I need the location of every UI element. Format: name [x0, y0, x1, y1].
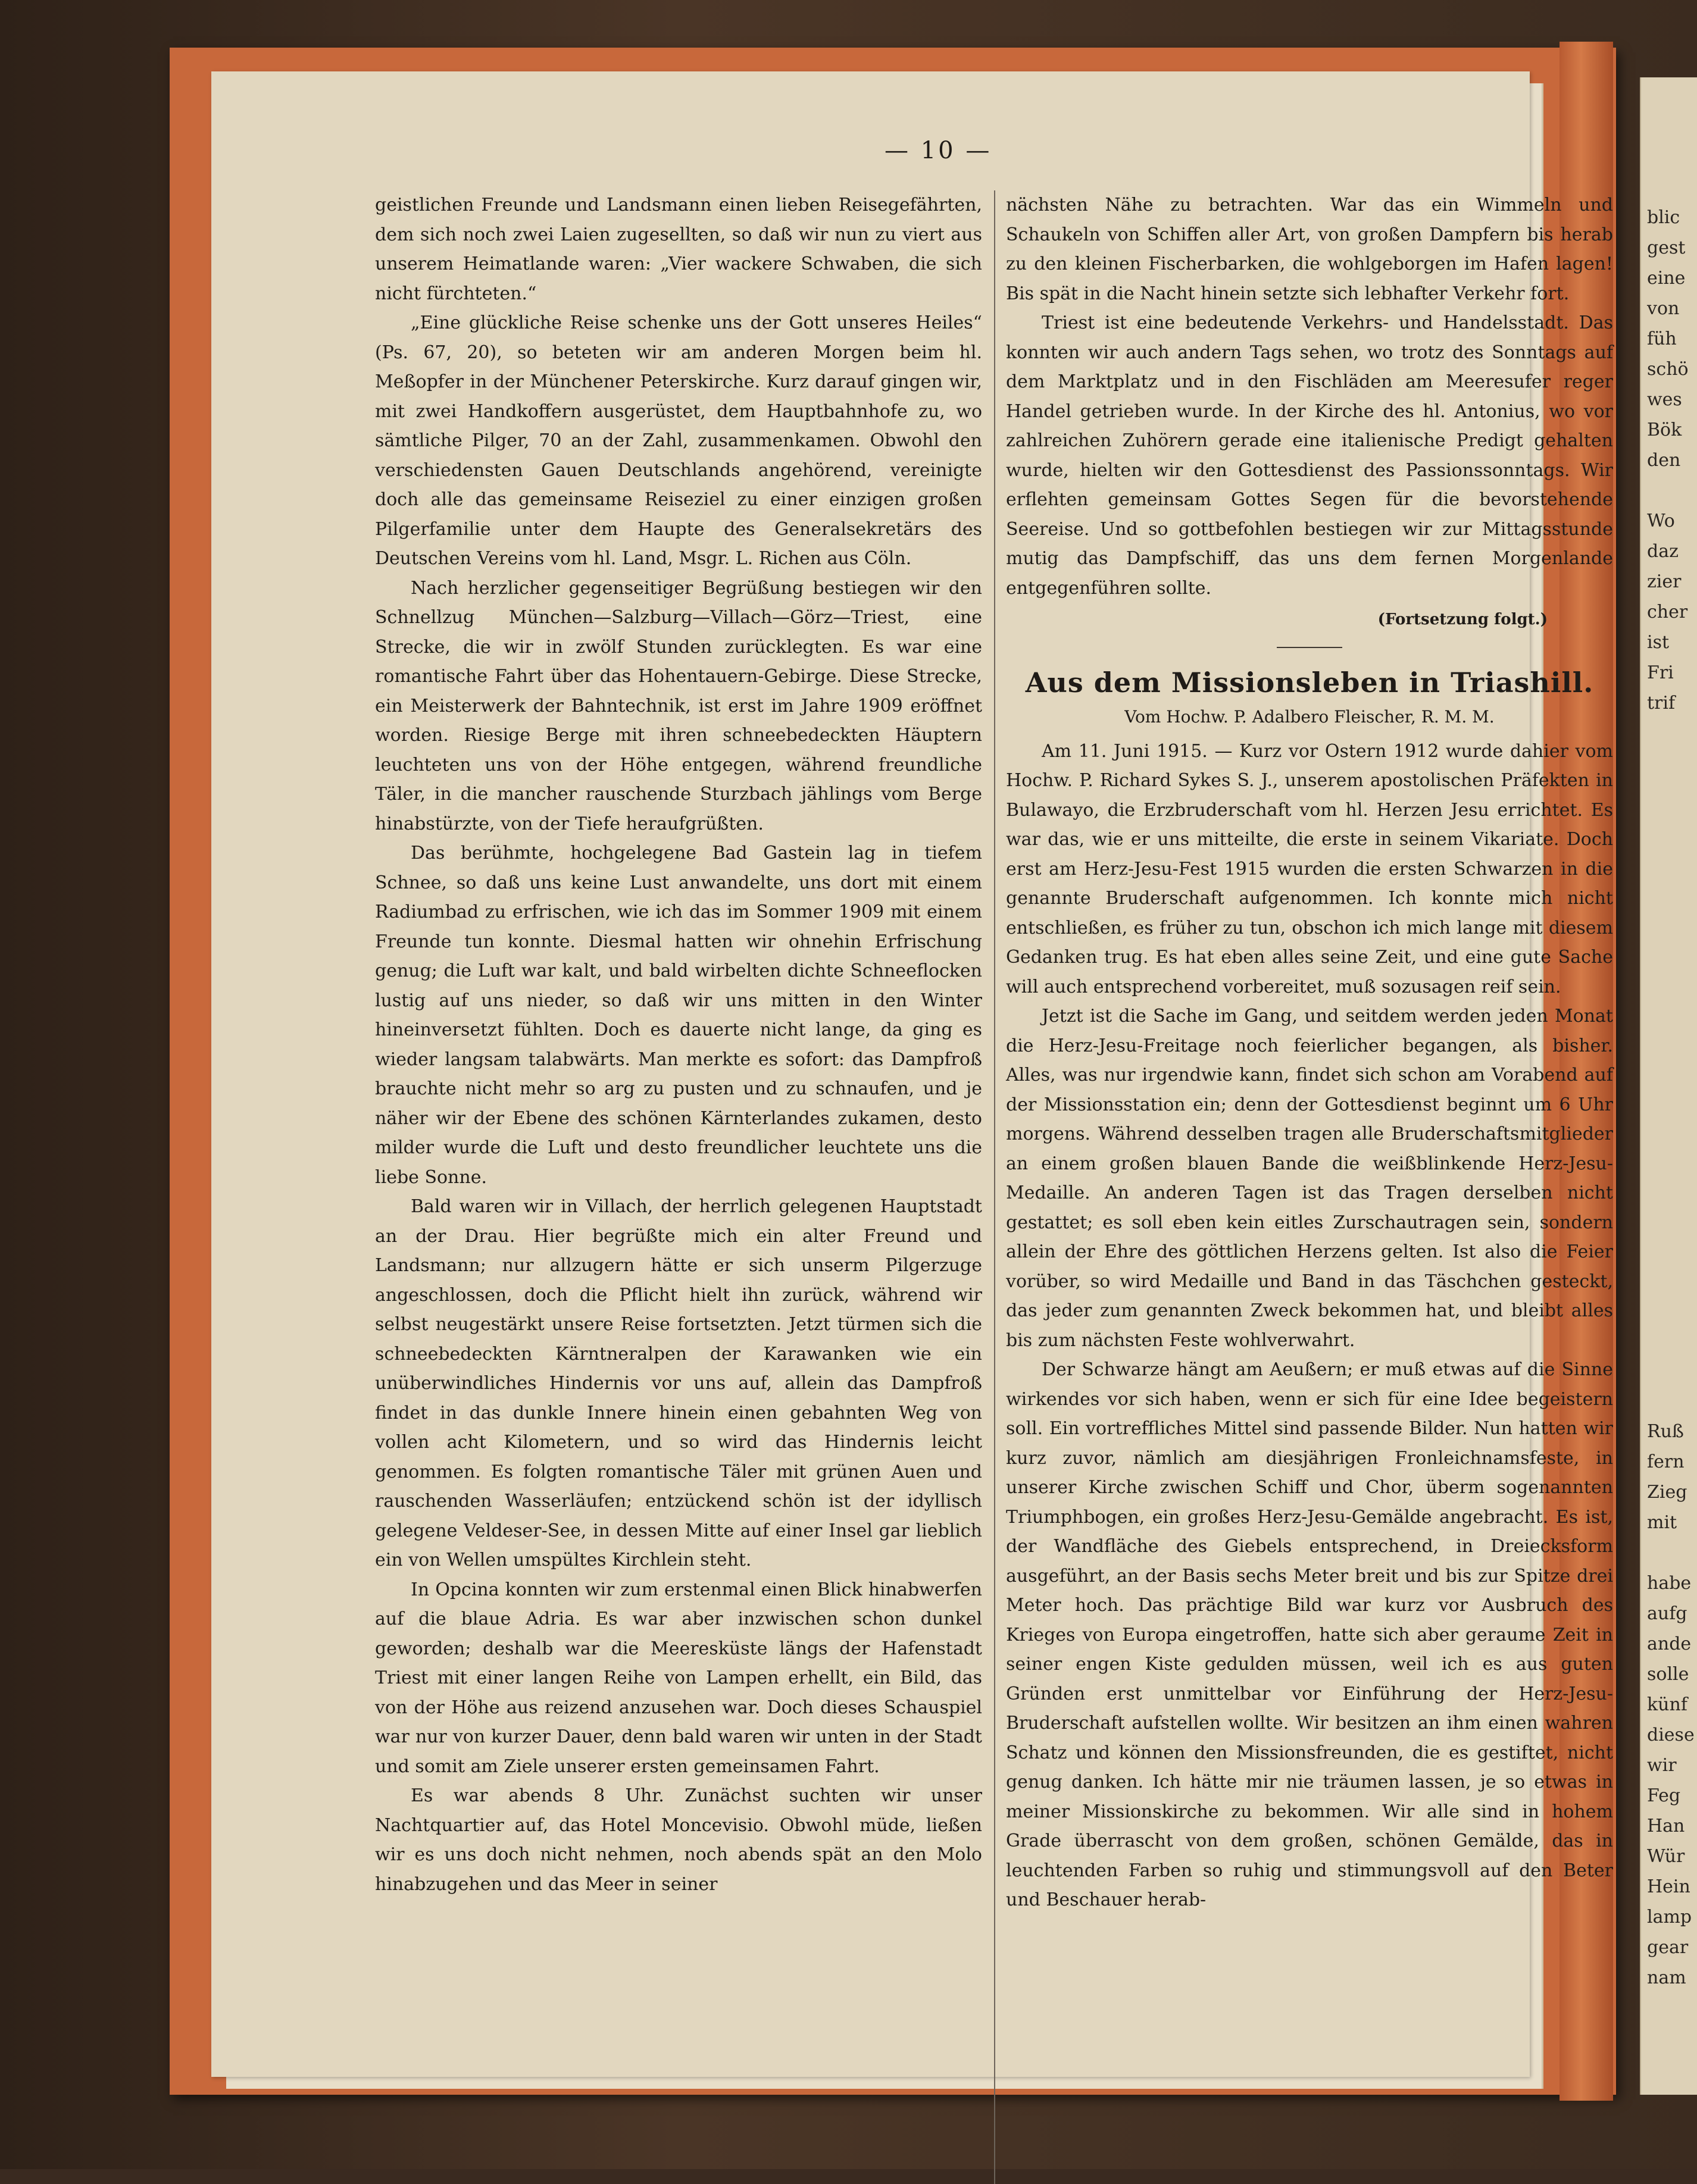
- facing-page-line: ist: [1647, 632, 1670, 653]
- facing-page-line: cher: [1647, 602, 1688, 622]
- paragraph: nächsten Nähe zu betrachten. War das ein Wimmeln und Schaukeln von Schiffen aller Art, von großen Dampfern bis herab zu den kleinen Fischerbarken, die wohlgeborgen im Hafen lagen! Bis spät in die Nacht hinein setzte sich lebhafter Verkehr fort.: [1006, 195, 1613, 304]
- facing-page-line: gest: [1647, 237, 1686, 258]
- facing-page-line: solle: [1647, 1664, 1689, 1685]
- paragraph: geistlichen Freunde und Landsmann einen lieben Reisegefährten, dem sich noch zwei Laien zugesellten, so daß wir nun zu viert aus unserem Heimatlande waren: „Vier wackere Schwaben, die sich nicht fürchteten.“: [375, 195, 982, 304]
- facing-page-line: schö: [1647, 359, 1689, 380]
- paragraph: Nach herzlicher gegenseitiger Begrüßung bestiegen wir den Schnellzug München—Salzburg—Villach—Görz—Triest, eine Strecke, die wir in zwölf Stunden zurücklegten. Es war eine romantische Fahrt über das Hohentauern-Gebirge. Diese Strecke, ein Meisterwerk der Bahntechnik, ist erst im Jahre 1909 eröffnet worden. Riesige Berge mit ihren schneebedeckten Häuptern leuchteten uns von der Höhe entgegen, während freundliche Täler, in die mancher rauschende Sturzbach jählings vom Berge hinabstürzte, von der Tiefe heraufgrüßten.: [375, 577, 982, 834]
- facing-page-line: Fri: [1647, 662, 1674, 683]
- paragraph: Der Schwarze hängt am Aeußern; er muß etwas auf die Sinne wirkendes vor sich haben, wenn er sich für eine Idee begeistern soll. Ein vortreffliches Mittel sind passende Bilder. Nun hatten wir kurz zuvor, nämlich am diesjährigen Fronleichnamsfeste, in unserer Kirche zwischen Schiff und Chor, überm sogenannten Triumphbogen, ein großes Herz-Jesu-Gemälde angebracht. Es ist, der Wandfläche des Giebels entsprechend, in Dreiecksform ausgeführt, an der Basis sechs Meter breit und bis zur Spitze drei Meter hoch. Das prächtige Bild war kurz vor Ausbruch des Krieges von Europa eingetroffen, hatte sich aber geraume Zeit in seiner engen Kiste gedulden müssen, weil ich es aus guten Gründen erst unmittelbar vor Einführung der Herz-Jesu-Bruderschaft aufstellen wollte. Wir besitzen an ihm einen wahren Schatz und können den Missionsfreunden, die es gestiftet, nicht genug danken. Ich hätte mir nie träumen lassen, je so etwas in meiner Missionskirche zu bekommen. Wir alle sind in hohem Grade überrascht von dem großen, schönen Gemälde, das in leuchtenden Farben so ruhig und stimmungsvoll auf den Beter und Beschauer herab-: [1006, 1359, 1613, 1910]
- facing-page-line: ande: [1647, 1634, 1692, 1654]
- facing-page-line: nam: [1647, 1967, 1686, 1988]
- facing-page-line: daz: [1647, 541, 1679, 562]
- facing-page-line: Wo: [1647, 511, 1675, 531]
- facing-page-line: wes: [1647, 389, 1682, 410]
- paragraph: Das berühmte, hochgelegene Bad Gastein lag in tiefem Schnee, so daß uns keine Lust anwandelte, uns dort mit einem Radiumbad zu erfrischen, wie ich das im Sommer 1909 mit einem Freunde tun konnte. Diesmal hatten wir ohnehin Erfrischung genug; die Luft war kalt, und bald wirbelten dichte Schneeflocken lustig auf uns nieder, so daß wir uns mitten in den Winter hineinversetzt fühlten. Doch es dauerte nicht lange, da ging es wieder langsam talabwärts. Man merkte es sofort: das Dampfroß brauchte nicht mehr so arg zu pusten und zu schnaufen, und je näher wir der Ebene des schönen Kärnterlandes zukamen, desto milder wurde die Luft und desto freundlicher leuchtete uns die liebe Sonne.: [375, 843, 982, 1188]
- paragraph: „Eine glückliche Reise schenke uns der Gott unseres Heiles“ (Ps. 67, 20), so beteten wir am anderen Morgen beim hl. Meßopfer in der Münchener Peterskirche. Kurz darauf gingen wir, mit zwei Handkoffern ausgerüstet, dem Hauptbahnhofe zu, wo sämtliche Pilger, 70 an der Zahl, zusammenkamen. Obwohl den verschiedensten Gauen Deutschlands angehörend, vereinigte doch alle das gemeinsame Reiseziel zu einer einzigen großen Pilgerfamilie unter dem Haupte des Generalsekretärs des Deutschen Vereins vom hl. Land, Msgr. L. Richen aus Cöln.: [375, 312, 982, 569]
- right-column: [1006, 190, 1613, 1915]
- facing-page-line: [1641, 475, 1689, 506]
- facing-page-text-bottom: [1641, 1416, 1695, 1993]
- facing-page-line: [1641, 1538, 1695, 1568]
- facing-page-line: füh: [1647, 328, 1677, 349]
- continuation-note: (Fortsetzung folgt.): [1377, 611, 1548, 628]
- facing-page-line: Hein: [1647, 1876, 1690, 1897]
- paragraph: Jetzt ist die Sache im Gang, und seitdem werden jeden Monat die Herz-Jesu-Freitage noch feierlicher begangen, als bisher. Alles, was nur irgendwie kann, findet sich schon am Vorabend auf der Missionsstation ein; denn der Gottesdienst beginnt um 6 Uhr morgens. Während desselben tragen alle Bruderschaftsmitglieder an einem großen blauen Bande die weißblinkende Herz-Jesu-Medaille. An anderen Tagen ist das Tragen derselben nicht gestattet; es soll eben kein eitles Zurschautragen sein, sondern allein der Ehre des göttlichen Herzens gelten. Ist also die Feier vorüber, so wird Medaille und Band in das Täschchen gesteckt, das jeder zum genannten Zweck bekommen hat, und bleibt alles bis zum nächsten Feste wohlverwahrt.: [1006, 1006, 1613, 1351]
- facing-page-line: künf: [1647, 1694, 1687, 1715]
- facing-page-line: eine: [1647, 268, 1686, 289]
- article-byline: Vom Hochw. P. Adalbero Fleischer, R. M. M.: [1124, 707, 1495, 727]
- facing-page-line: trif: [1647, 693, 1676, 714]
- facing-page-line: aufg: [1647, 1603, 1687, 1624]
- facing-page-line: Ruß: [1647, 1421, 1684, 1442]
- facing-page-line: Zieg: [1647, 1482, 1687, 1503]
- facing-page-line: wir: [1647, 1755, 1677, 1776]
- facing-page-line: fern: [1647, 1451, 1685, 1472]
- facing-page-line: Bök: [1647, 420, 1682, 440]
- facing-page-line: blic: [1647, 207, 1680, 228]
- paragraph: Triest ist eine bedeutende Verkehrs- und Handelsstadt. Das konnten wir auch andern Tags sehen, wo trotz des Sonntags auf dem Marktplatz und in den Fischläden am Meeresufer reger Handel getrieben wurde. In der Kirche des hl. Antonius, wo vor zahlreichen Zuhörern gerade eine italienische Predigt gehalten wurde, hielten wir den Gottesdienst des Passionssonntags. Wir erflehten gemeinsam Gottes Segen für die bevorstehende Seereise. Und so gottbefohlen bestiegen wir zur Mittagsstunde mutig das Dampfschiff, das uns dem fernen Morgenlande entgegenführen sollte.: [1006, 312, 1613, 599]
- facing-page-line: habe: [1647, 1573, 1692, 1594]
- article-headline: Aus dem Missionsleben in Triashill.: [1025, 666, 1594, 699]
- facing-page-line: gear: [1647, 1937, 1689, 1958]
- paragraph: In Opcina konnten wir zum erstenmal einen Blick hinabwerfen auf die blaue Adria. Es war aber inzwischen schon dunkel geworden; deshalb war die Meeresküste längs der Hafenstadt Triest mit einer langen Reihe von Lampen erhellt, ein Bild, das von der Höhe aus reizend anzusehen war. Doch dieses Schauspiel war nur von kurzer Dauer, denn bald waren wir unten in der Stadt und somit am Ziele unserer ersten gemeinsamen Fahrt.: [375, 1579, 982, 1777]
- paragraph: Am 11. Juni 1915. — Kurz vor Ostern 1912 wurde dahier vom Hochw. P. Richard Sykes S. J., unserem apostolischen Präfekten in Bulawayo, die Erzbruderschaft vom hl. Herzen Jesu errichtet. Es war das, wie er uns mitteilte, die erste in seinem Vikariate. Doch erst am Herz-Jesu-Fest 1915 wurden die ersten Schwarzen in die genannte Bruderschaft aufgenommen. Ich konnte mich nicht entschließen, es früher zu tun, obschon ich mich lange mit diesem Gedanken trug. Es hat eben alles seine Zeit, und eine gute Sache will auch entsprechend vorbereitet, muß sozusagen reif sein.: [1006, 740, 1613, 997]
- paragraph: Bald waren wir in Villach, der herrlich gelegenen Hauptstadt an der Drau. Hier begrüßte mich ein alter Freund und Landsmann; nur allzugern hätte er sich unserm Pilgerzuge angeschlossen, doch die Pflicht hielt ihn zurück, während wir selbst neugestärkt unsere Reise fortsetzten. Jetzt türmen sich die schneebedeckten Kärntneralpen der Karawanken wie ein unüberwindliches Hindernis vor uns auf, allein das Dampfroß findet in das dunkle Innere hinein einen gebahnten Weg von vollen acht Kilometern, und so wird das Hindernis leicht genommen. Es folgten romantische Täler mit grünen Auen und rauschenden Wasserläufen; entzückend schön ist der idyllisch gelegene Veldeser-See, in dessen Mitte auf einer Insel gar lieblich ein von Wellen umspültes Kirchlein steht.: [375, 1196, 982, 1570]
- facing-page-line: diese: [1647, 1725, 1695, 1745]
- paragraph: Es war abends 8 Uhr. Zunächst suchten wir unser Nachtquartier auf, das Hotel Moncevisio. Obwohl müde, ließen wir es uns doch nicht nehmen, noch abends spät an den Molo hinabzugehen und das Meer in seiner: [375, 1785, 982, 1895]
- column-divider: [994, 190, 995, 2184]
- facing-page-text-top: [1641, 202, 1689, 718]
- section-divider: [1277, 647, 1342, 648]
- facing-page-strip: [1640, 77, 1697, 2095]
- facing-page-line: mit: [1647, 1512, 1677, 1533]
- facing-page-line: Feg: [1647, 1785, 1681, 1806]
- facing-page-line: zier: [1647, 571, 1682, 592]
- facing-page-line: den: [1647, 450, 1681, 471]
- page-number: — 10 —: [885, 137, 992, 164]
- facing-page-line: Wür: [1647, 1846, 1685, 1867]
- facing-page-line: Han: [1647, 1816, 1685, 1836]
- left-column: [375, 190, 982, 1899]
- facing-page-line: von: [1647, 298, 1680, 319]
- facing-page-line: lamp: [1647, 1907, 1692, 1928]
